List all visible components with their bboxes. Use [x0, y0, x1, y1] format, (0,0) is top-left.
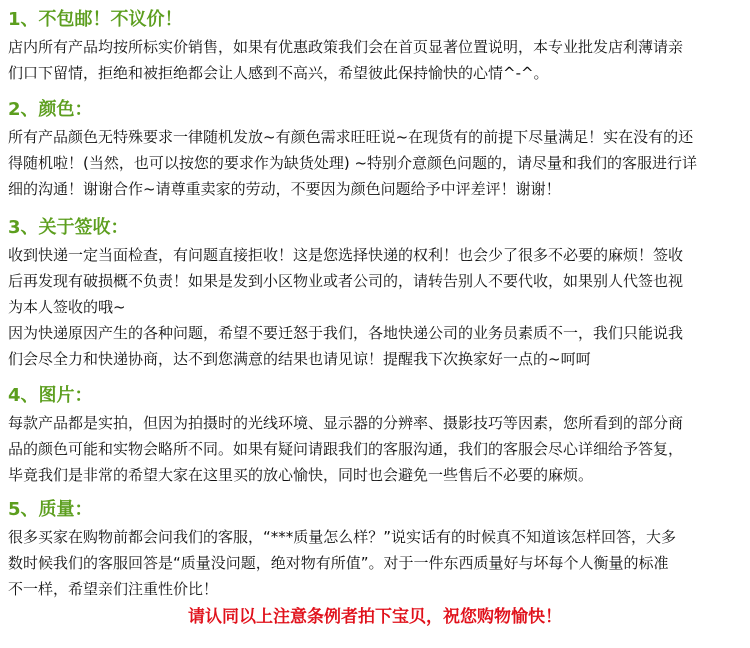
section-signing: [8, 216, 742, 372]
text-line: 因为快递原因产生的各种问题，希望不要迁怒于我们，各地快递公司的业务员素质不一，我们只能说我: [8, 324, 684, 342]
section-body: [8, 124, 742, 202]
text-line: 们会尽全力和快递协商，达不到您满意的结果也请见谅！提醒我下次换家好一点的~呵呵: [8, 350, 591, 368]
text-line: 后再发现有破损概不负责！如果是发到小区物业或者公司的，请转告别人不要代收，如果别人代签也视: [8, 272, 684, 290]
section-heading: 4、图片：: [8, 385, 93, 406]
text-line: 不一样，希望亲们注重性价比！: [8, 580, 219, 598]
text-line: 品的颜色可能和实物会略所不同。如果有疑问请跟我们的客服沟通，我们的客服会尽心详细给予答复，: [8, 440, 684, 458]
section-body: [8, 34, 742, 86]
closing-notice: 请认同以上注意条例者拍下宝贝，祝您购物愉快！: [188, 607, 562, 627]
section-heading: 3、关于签收：: [8, 217, 129, 238]
text-line: 数时候我们的客服回答是“质量没问题，绝对物有所值”。对于一件东西质量好与坏每个人衡量的标准: [8, 554, 669, 572]
text-line: 很多买家在购物前都会问我们的客服，“***质量怎么样？”说实话有的时候真不知道该怎样回答，大多: [8, 528, 677, 546]
text-line: 得随机啦！(当然，也可以按您的要求作为缺货处理) ~特别介意颜色问题的，请尽量和我们的客服进行详: [8, 154, 698, 172]
text-line: 所有产品颜色无特殊要求一律随机发放~有颜色需求旺旺说~在现货有的前提下尽量满足！实在没有的还: [8, 128, 694, 146]
section-no-free-shipping: [8, 8, 742, 86]
section-body: [8, 242, 742, 372]
text-line: 收到快递一定当面检查，有问题直接拒收！这是您选择快递的权利！也会少了很多不必要的麻烦！签收: [8, 246, 684, 264]
section-body: [8, 524, 742, 602]
section-body: [8, 410, 742, 488]
text-line: 细的沟通！谢谢合作~请尊重卖家的劳动，不要因为颜色问题给予中评差评！谢谢！: [8, 180, 561, 198]
section-heading: 2、颜色：: [8, 99, 93, 120]
text-line: 每款产品都是实拍，但因为拍摄时的光线环境、显示器的分辨率、摄影技巧等因素，您所看到的部分商: [8, 414, 684, 432]
section-heading: 1、不包邮！不议价！: [8, 9, 183, 30]
text-line: 店内所有产品均按所标实价销售，如果有优惠政策我们会在首页显著位置说明，本专业批发店利薄请亲: [8, 38, 684, 56]
text-line: 为本人签收的哦~: [8, 298, 126, 316]
text-line: 们口下留情，拒绝和被拒绝都会让人感到不高兴，希望彼此保持愉快的心情^-^。: [8, 64, 549, 82]
text-line: 毕竟我们是非常的希望大家在这里买的放心愉快，同时也会避免一些售后不必要的麻烦。: [8, 466, 594, 484]
section-heading: 5、质量：: [8, 499, 93, 520]
section-color: [8, 98, 742, 202]
section-quality: [8, 498, 742, 602]
section-pictures: [8, 384, 742, 488]
